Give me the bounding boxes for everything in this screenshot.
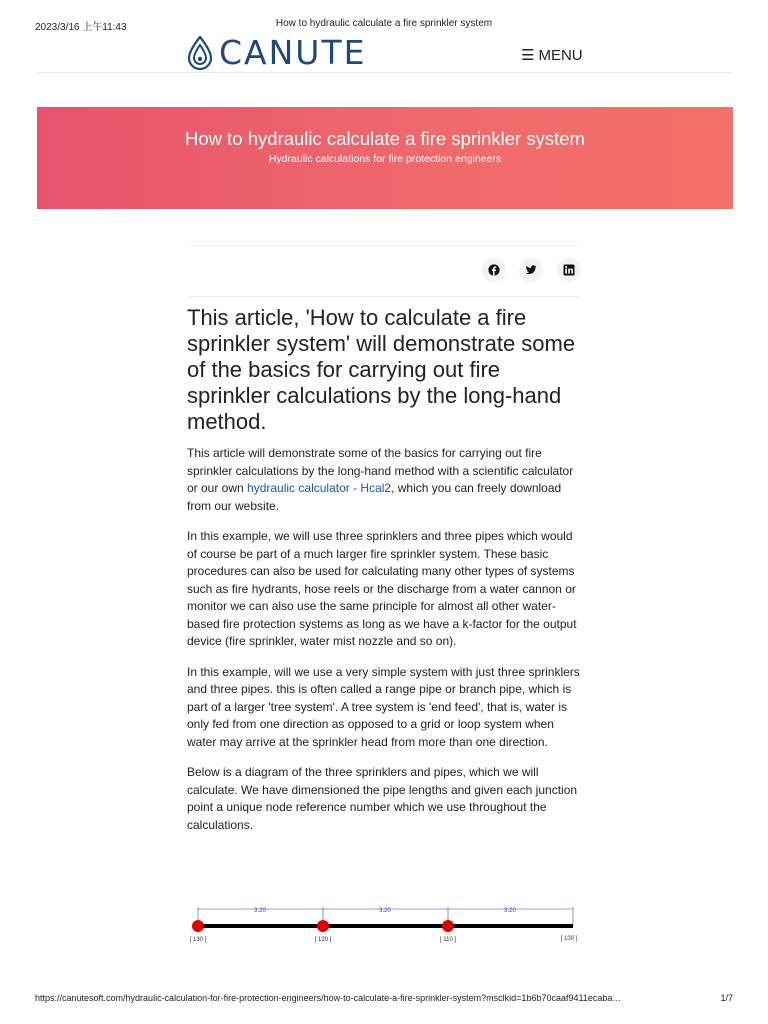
logo[interactable] [187,33,367,72]
share-bar [187,245,581,297]
hcal2-link[interactable]: hydraulic calculator - Hcal2 [247,481,392,495]
node-label: [ 110 ] [439,937,457,943]
linkedin-icon[interactable] [557,258,581,282]
dimension-label: 3.20 [254,908,266,914]
facebook-icon[interactable] [482,258,506,282]
article-paragraph-2: In this example, we will use three sprinklers and three pipes which would of course be part of a much larger fire sprinkler system. These basic procedures can also be used for calculating many other types of systems such as fire hydrants, hose reels or the discharge from a water cannon or monitor we can also use the same principle for almost all other water-based fire protection systems as long as we have a k-factor for the output device (fire sprinkler, water mist nozzle and so on). [187,529,577,648]
print-page-title: How to hydraulic calculate a fire sprinkler system [275,18,493,29]
dimension-label: 3.20 [379,908,391,914]
paragraph-text: This article will demonstrate some of the basics for carrying out fire sprinkler calculations by the long-hand method with a scientific calculator or our own [187,446,574,495]
sprinkler-node [442,920,454,932]
page-number: 1/7 [720,993,733,1003]
hero-banner [37,107,733,209]
print-datetime: 2023/3/16 上午11:43 [35,22,127,33]
sprinkler-pipe-diagram [186,903,582,949]
paragraph-text: , which you can freely download from our website. [187,481,562,513]
article-paragraph-1 [187,445,581,515]
sprinkler-node [317,920,329,932]
hero-title: How to hydraulic calculate a fire sprinkler system [185,128,585,149]
article-paragraph-4: Below is a diagram of the three sprinklers and pipes, which we will calculate. We have dimensioned the pipe lengths and given each junction point a unique node reference number which we use throughout the calculations. [187,765,578,832]
site-header [37,33,732,73]
water-drop-icon [187,36,213,70]
print-header [0,18,768,32]
article-heading: This article, 'How to calculate a fire sprinkler system' will demonstrate some of the basics for carrying out fire sprinkler calculations by the long-hand method. [187,305,576,434]
hero-subtitle: Hydraulic calculations for fire protection engineers [268,153,502,165]
article-body [187,305,581,834]
node-label: [ 100 ] [560,936,578,942]
node-label: [ 120 ] [314,937,332,943]
print-url: https://canutesoft.com/hydraulic-calculation-for-fire-protection-engineers/how-to-calculate-a-fire-sprinkler-system?msclkid=1b6b70caaf9411ecaba… [35,993,622,1003]
article-paragraph-3: In this example, will we use a very simple system with just three sprinklers and three pipes. this is often called a range pipe or branch pipe, which is part of a larger 'tree system'. A tree system is 'end feed', that is, water is only fed from one direction as opposed to a grid or loop system when water may arrive at the sprinkler head from more than one direction. [187,664,580,749]
hamburger-icon: ☰ [521,47,535,64]
node-label: [ 130 ] [189,937,207,943]
sprinkler-node [192,920,204,932]
logo-text: CANUTE [219,33,367,72]
menu-label: MENU [538,46,583,64]
dimension-label: 3.20 [504,908,516,914]
menu-button[interactable] [521,46,583,64]
twitter-icon[interactable] [519,258,543,282]
